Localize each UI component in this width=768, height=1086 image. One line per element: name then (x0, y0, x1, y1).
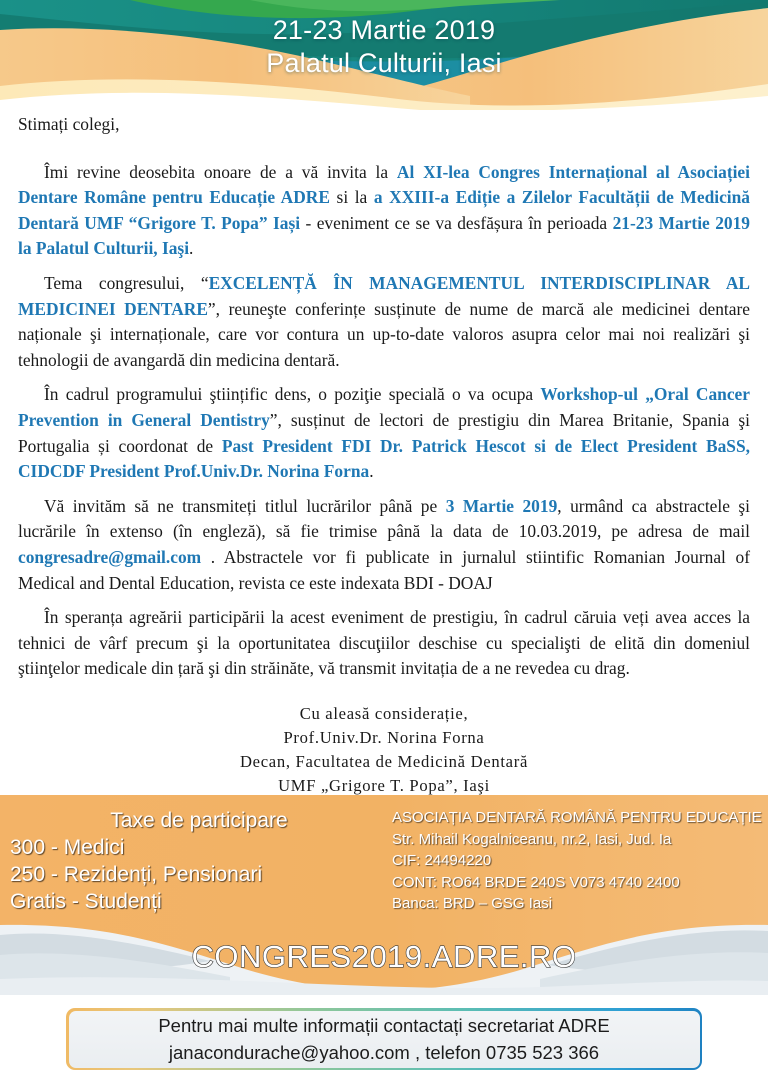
paragraph-closing: În speranța agreării participării la acest eveniment de prestigiu, în cadrul căruia veți avea acces la tehnici de vârf precum şi la oportunitatea discuţiilor deschise cu specialişti de elită din domeniul ştiinţelor medicale din țară şi din străinăte, vă transmit invitația de a ne revedea cu drag. (18, 607, 750, 679)
signature-line-2: Prof.Univ.Dr. Norina Forna (283, 727, 485, 747)
paragraph-theme (18, 271, 750, 373)
p4-highlight-deadline: 3 Martie 2019 (445, 495, 558, 516)
contact-box-inner (69, 1011, 700, 1068)
contact-line-1: Pentru mai multe informații contactați secretariat ADRE (158, 1015, 610, 1036)
p4-text-3: . Abstractele vor fi publicate in jurnalul stiintific Romanian Journal of Medical and Dental Education, revista ce este indexata BDI - DOAJ (18, 546, 750, 593)
fees-title: Taxe de participare (110, 809, 288, 832)
p2-highlight-theme: EXCELENȚĂ ÎN MANAGEMENTUL INTERDISCIPLINAR AL MEDICINEI DENTARE (18, 272, 750, 319)
p1-text-1: Îmi revine deosebita onoare de a vă invita la (44, 161, 397, 182)
footer-info-band (0, 795, 768, 995)
header-venue-line: Palatul Culturii, Iasi (266, 48, 502, 78)
org-cif: CIF: 24494220 (392, 852, 492, 869)
header-title-block (0, 14, 768, 80)
p1-highlight-dates: 21-23 Martie 2019 la Palatul Culturii, Iaşi (18, 212, 750, 259)
p1-text-3: - eveniment ce se va desfășura în perioada (300, 212, 613, 233)
p3-text-3: . (369, 461, 374, 482)
p3-text-2: ”, susținut de lectori de prestigiu din Marea Britanie, Spania şi Portugalia și coordonat de (18, 409, 751, 456)
p1-text-2: si la (329, 187, 374, 208)
paragraph-invitation (18, 160, 750, 262)
p3-highlight-workshop: Workshop-ul „Oral Cancer Prevention in General Dentistry (18, 384, 750, 430)
p1-text-4: . (189, 238, 194, 259)
header-banner (0, 0, 768, 110)
org-name: ASOCIAȚIA DENTARĂ ROMÂNĂ PENTRU EDUCAȚIE (392, 809, 762, 826)
header-date-line: 21-23 Martie 2019 (272, 15, 496, 45)
p1-highlight-congress: Al XI-lea Congres Internațional al Asociației Dentare Române pentru Educație ADRE (18, 161, 750, 208)
p3-text-1: În cadrul programului ştiințific dens, o poziţie specială o va ocupa (44, 384, 541, 405)
signature-line-1: Cu aleasă considerație, (299, 703, 469, 723)
fees-line-studenti: Gratis - Studenți (10, 890, 162, 913)
fees-block (10, 807, 370, 915)
org-account: CONT: RO64 BRDE 240S V073 4740 2400 (392, 873, 680, 891)
p2-text-2: ”, reuneşte conferințe susținute de nume de marcă ale medicinei dentare naționale şi internaționale, care vor contura un up-to-date valoros asupra celor mai noi realizări şi tehnologii de avangardă din medicina dentară. (18, 298, 750, 370)
p4-text-1: Vă invităm să ne transmiteți titlul lucrărilor până pe (44, 495, 446, 516)
p4-highlight-email: congresadre@gmail.com (18, 546, 202, 567)
contact-line-2[interactable]: janacondurache@yahoo.com , telefon 0735 523 366 (168, 1042, 600, 1063)
organization-block (392, 807, 762, 915)
letter-body (18, 112, 750, 798)
greeting: Stimați colegi, (18, 114, 120, 134)
p1-highlight-edition: a XXIII-a Ediție a Zilelor Facultății de Medicină Dentară UMF “Grigore T. Popa” Iași (18, 187, 750, 233)
paragraph-workshop (18, 382, 750, 484)
signature-line-4: UMF „Grigore T. Popa”, Iaşi (278, 775, 490, 795)
fees-line-rezidenti: 250 - Rezidenți, Pensionari (10, 863, 263, 886)
p2-text-1: Tema congresului, “ (44, 272, 209, 293)
fees-line-medici: 300 - Medici (10, 836, 125, 859)
org-bank: Banca: BRD – GSG Iasi (392, 895, 553, 912)
signature-block (18, 702, 750, 798)
contact-box (66, 1008, 702, 1070)
paragraph-submission (18, 494, 750, 596)
website-url[interactable]: CONGRES2019.ADRE.RO (191, 939, 577, 974)
p4-text-2: , urmând ca abstractele şi lucrările în extenso (în engleză), să fie trimise până la data de 10.03.2019, pe adresa de mail (18, 495, 751, 542)
signature-line-3: Decan, Facultatea de Medicină Dentară (239, 751, 529, 771)
org-address: Str. Mihail Kogalniceanu, nr.2, Iasi, Jud. Ia (392, 830, 672, 848)
p3-highlight-speakers: Past President FDI Dr. Patrick Hescot si de Elect President BaSS, CIDCDF President Prof.Univ.Dr. Norina Forna (18, 435, 750, 482)
